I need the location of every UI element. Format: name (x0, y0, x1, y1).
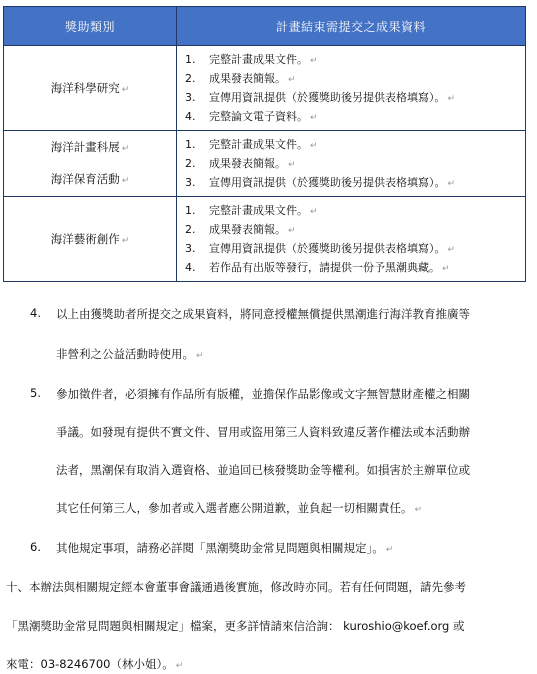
list-item (177, 173, 525, 192)
list-item (177, 201, 525, 220)
paragraph-number: 5. (30, 386, 41, 400)
item-text: 完整論文電子資料。 ↵ (209, 110, 318, 123)
section-ten-line: 十、本辦法與相關規定經本會董事會議通過後實施，修改時亦同。若有任何問題，請先參考 (6, 580, 466, 594)
category-label: 海洋藝術創作 (50, 232, 120, 246)
deliverables-cell (177, 131, 526, 197)
paragraph-number: 4. (30, 306, 41, 320)
item-number: 1. (185, 138, 196, 151)
table-row (4, 131, 526, 197)
header-category: 獎助類別 (4, 7, 177, 46)
item-number: 3. (185, 176, 196, 189)
paragraph-mark-icon: ↵ (447, 94, 456, 104)
item-number: 1. (185, 204, 196, 217)
paragraph-mark-icon: ↵ (385, 545, 394, 555)
paragraph-mark-icon: ↵ (288, 75, 296, 85)
paragraph-line: 非營利之公益活動時使用。 ↵ (56, 347, 204, 361)
list-item (177, 50, 525, 69)
paragraph-mark-icon: ↵ (442, 264, 450, 274)
paragraph-mark-icon: ↵ (288, 226, 296, 236)
paragraph-mark-icon: ↵ (196, 351, 204, 361)
paragraph-mark-icon: ↵ (447, 179, 456, 189)
paragraph-line: 以上由獲獎助者所提交之成果資料，將同意授權無償提供黑潮進行海洋教育推廣等 (56, 307, 470, 321)
header-deliverables: 計畫結束需提交之成果資料 (177, 7, 526, 46)
item-number: 1. (185, 53, 196, 66)
item-text: 完整計畫成果文件。 ↵ (209, 204, 318, 217)
item-text: 成果發表簡報。 ↵ (209, 223, 296, 236)
paragraph-mark-icon: ↵ (414, 505, 423, 515)
paragraph-mark-icon: ↵ (121, 236, 130, 246)
item-text: 完整計畫成果文件。 ↵ (209, 138, 318, 151)
category-label: 海洋保育活動 ↵ (50, 171, 130, 186)
item-text: 完整計畫成果文件。 ↵ (209, 53, 318, 66)
item-text: 宣傳用資訊提供（於獲獎助後另提供表格填寫）。 ↵ (209, 91, 456, 104)
paragraph-mark-icon: ↵ (310, 113, 318, 123)
category-label: 海洋科學研究 (50, 81, 120, 95)
item-number: 2. (185, 72, 196, 85)
list-item (177, 135, 525, 154)
table-header-row (4, 7, 526, 46)
paragraph-mark-icon: ↵ (175, 661, 184, 671)
item-number: 4. (185, 110, 196, 123)
category-cell (4, 131, 177, 197)
paragraph-number: 6. (30, 540, 41, 554)
deliverables-cell (177, 197, 526, 282)
category-cell (4, 46, 177, 131)
item-text: 宣傳用資訊提供（於獲獎助後另提供表格填寫）。 ↵ (209, 242, 456, 255)
item-number: 3. (185, 242, 196, 255)
paragraph-mark-icon: ↵ (288, 160, 296, 170)
item-number: 3. (185, 91, 196, 104)
section-ten-line: 「黑潮獎助金常見問題與相關規定」檔案，更多詳情請來信洽詢： kuroshio@koef.org 或 (6, 619, 465, 633)
list-item (177, 154, 525, 173)
section-ten-line: 來電：03-8246700（林小姐）。 ↵ (6, 657, 184, 671)
paragraph-mark-icon: ↵ (121, 85, 130, 95)
item-number: 2. (185, 157, 196, 170)
paragraph-line: 其他規定事項，請務必詳閱「黑潮獎助金常見問題與相關規定」。 ↵ (56, 541, 394, 555)
deliverables-cell (177, 46, 526, 131)
paragraph-mark-icon: ↵ (310, 56, 318, 66)
item-text: 成果發表簡報。 ↵ (209, 72, 296, 85)
paragraph-line: 其它任何第三人，參加者或入選者應公開道歉，並負起一切相關責任。 ↵ (56, 501, 423, 515)
paragraph-mark-icon: ↵ (310, 141, 318, 151)
paragraph-mark-icon: ↵ (121, 175, 130, 186)
item-text: 宣傳用資訊提供（於獲獎助後另提供表格填寫）。 ↵ (209, 176, 456, 189)
paragraph-mark-icon: ↵ (310, 207, 318, 217)
requirements-table (3, 6, 526, 282)
list-item (177, 69, 525, 88)
item-text: 若作品有出版等發行，請提供一份予黑潮典藏。 ↵ (209, 261, 450, 274)
list-item (177, 88, 525, 107)
list-item (177, 107, 525, 126)
paragraph-line: 爭議。如發現有提供不實文件、冒用或盜用第三人資料致違反著作權法或本活動辦 (56, 425, 470, 439)
item-number: 4. (185, 261, 196, 274)
list-item (177, 239, 525, 258)
item-number: 2. (185, 223, 196, 236)
paragraph-line: 參加徵件者，必須擁有作品所有版權，並擔保作品影像或文字無智慧財產權之相關 (56, 387, 470, 401)
table-row (4, 46, 526, 131)
paragraph-mark-icon: ↵ (447, 245, 456, 255)
table-row (4, 197, 526, 282)
list-item (177, 258, 525, 277)
list-item (177, 220, 525, 239)
item-text: 成果發表簡報。 ↵ (209, 157, 296, 170)
category-label: 海洋計畫科展 ↵ (50, 139, 130, 154)
category-cell (4, 197, 177, 282)
paragraph-line: 法者，黑潮保有取消入選資格、並追回已核發獎助金等權利。如損害於主辦單位或 (56, 463, 470, 477)
paragraph-mark-icon: ↵ (121, 143, 130, 154)
